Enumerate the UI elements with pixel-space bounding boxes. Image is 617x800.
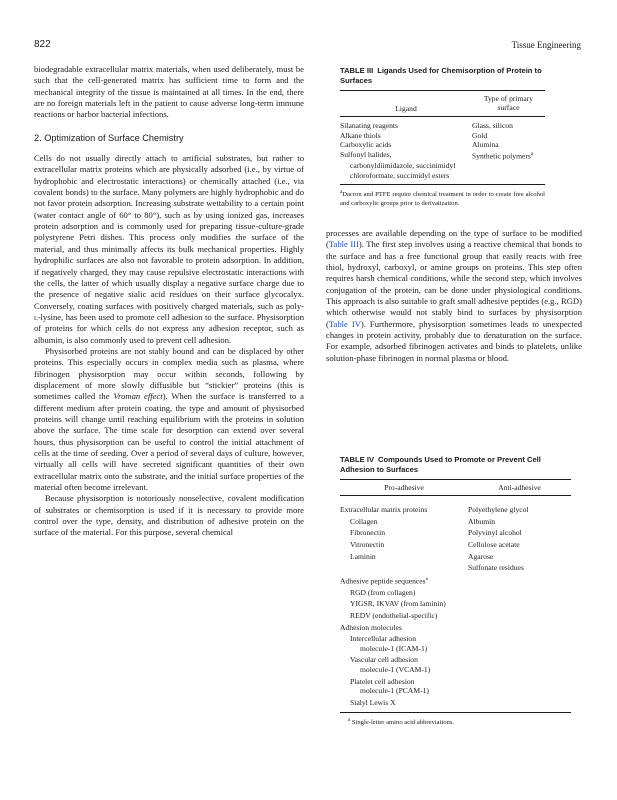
cell: carbonyldiimidazole, succinimidyl: [350, 161, 456, 171]
text-run: Physisorbed proteins are not stably bound and can be displaced by other proteins. This especially occurs in complex media such as plasma, where fibrinogen physisorption may occur within seconds, following by displacement of more slowly diffusible but “stickier” proteins (this is sometimes called the: [34, 345, 304, 402]
text-run: Cells do not usually directly attach to artificial substrates, but rather to extracellular matrix proteins which are physically adsorbed (i.e., by virtue of hydrophobic and electrostatic interactions) or chemically attached (i.e., via covalent bonds) to the surface. Many polymers are highly hydrophobic and do not favor protein adsorption. Increasing substrate wettability to a certain point (water contact angle of 60° to 80°), such as by using ionized gas, increases protein adsorption and is commonly used for preparing tissue-culture-grade polystyrene Petri dishes. This process only modifies the surface of the material, and thus minimally affects its bulk mechanical properties. Highly hydrophilic surfaces are also not favorable to protein adsorption. In addition, if negatively charged, they may cause repulsive electrostatic interactions with the cells, the latter of which usually display a negative surface charge due to the presence of negative sialic acid residues on their surface glycocalyx. Conversely, coating surfaces with positively charged materials, such as poly-: [34, 153, 304, 311]
cell: Glass, silicon: [472, 121, 513, 131]
table-iv: [340, 455, 571, 728]
text-run: processes are available depending on the type of surface to be modified (: [326, 228, 582, 250]
table-footnote: [340, 717, 571, 728]
table-row: [340, 611, 571, 621]
header-pro-adhesive: Pro-adhesive: [384, 482, 424, 492]
cell: Alumina: [472, 140, 499, 150]
table-row: [340, 540, 571, 550]
footnote-text: Single-letter amino acid abbreviations.: [351, 719, 455, 727]
right-column: [326, 228, 582, 364]
footnote-marker: a: [348, 718, 351, 724]
cell: Alkane thiols: [340, 130, 381, 140]
table-header-row: [340, 91, 545, 117]
footnote-marker: a: [340, 190, 343, 196]
table-row: [340, 599, 571, 609]
header-ligand: Ligand: [395, 103, 417, 113]
table-row-continuation: [340, 686, 571, 696]
footnote-marker: a: [425, 576, 428, 582]
table-label: TABLE III: [340, 66, 374, 75]
header-surface: Type of primary surface: [483, 93, 534, 113]
table-row-continuation: [340, 171, 545, 181]
cell: molecule-1 (ICAM-1): [360, 643, 428, 653]
cell: Albumin: [468, 516, 496, 526]
text-run: ). When the surface is transferred to a different medium after protein coating, the type and amount of physisorbed proteins will change until reaching equilibrium with the proteins in solution above the surface. The time scale for desorption can extend over several hours, thus physisorption can be useful to control the initial attachment of cells at the time of seeding. Over a period of several days of culture, however, virtually all cells will have secreted significant quantities of their own extracellular matrix onto the substrate, and the initial surface properties of the material often become irrelevant.: [34, 391, 304, 493]
text-run: ). The first step involves using a reactive chemical that bonds to the surface and has a free functional group that easily reacts with free thiol, hydroxyl, carboxyl, or amine groups on proteins. This step often requires harsh chemical conditions, while the second step, which involves conjugation of the protein, can be done under physiological conditions. This approach is also suitable to graft small adhesive peptides (e.g., RGD) which otherwise would not stably bind to surfaces by physisorption (: [326, 239, 582, 329]
table-row-continuation: [340, 644, 571, 654]
paragraph: [34, 346, 304, 493]
cell: Vascular cell adhesion: [350, 655, 418, 665]
cell: YIGSR, IKVAV (from laminin): [350, 599, 446, 609]
section-heading: 2. Optimization of Surface Chemistry: [34, 132, 184, 143]
page-number: 822: [34, 39, 51, 50]
running-title: Tissue Engineering: [511, 40, 581, 50]
cell: Extracellular matrix proteins: [340, 505, 428, 515]
table-row: [340, 575, 571, 586]
cell: Platelet cell adhesion: [350, 676, 415, 686]
cell-text: Synthetic polymers: [472, 151, 531, 161]
table-row: [340, 634, 571, 644]
cell: [340, 563, 468, 573]
small-caps-letter: l: [34, 311, 38, 322]
table-row: [340, 563, 571, 573]
cell: Collagen: [350, 516, 378, 526]
paragraph: [34, 153, 304, 346]
table-bottom-rule: [340, 184, 545, 185]
table-row: [340, 150, 545, 161]
footnote-marker: a: [530, 151, 534, 157]
table-iii-link[interactable]: Table III: [328, 239, 359, 250]
cell-text: Adhesive peptide sequences: [340, 576, 426, 586]
table-iv-link[interactable]: Table IV: [328, 318, 361, 329]
table-title: Ligands Used for Chemisorption of Protein to Surfaces: [340, 66, 542, 85]
left-column: [34, 64, 304, 539]
table-bottom-rule: [340, 712, 571, 713]
footnote-text: Dacron and PTFE require chemical treatment in order to create free alcohol and carboxylic groups prior to derivatization.: [340, 191, 545, 208]
table-iii: [340, 66, 545, 209]
table-row: [340, 131, 545, 141]
cell: Cellulose acetate: [468, 539, 520, 549]
cell: Vitronectin: [350, 539, 385, 549]
table-row: [340, 677, 571, 687]
paragraph: [326, 228, 582, 364]
cell: RGD (from collagen): [350, 587, 416, 597]
cell: Polyethylene glycol: [468, 505, 529, 515]
table-row: [340, 505, 571, 515]
cell: [340, 575, 540, 586]
paragraph: biodegradable extracellular matrix materials, when used deliberately, must be such that the cell-generated matrix has sufficient time to form and the mechanical integrity of the tissue is maintained at all times. In the end, there are no foreign materials left in the patient to cause adverse long-term immune reactions or harbor bacterial infections.: [34, 64, 304, 120]
table-title: Compounds Used to Promote or Prevent Cell Adhesion to Surfaces: [340, 455, 541, 474]
cell: Carboxylic acids: [340, 140, 392, 150]
table-row: [340, 588, 571, 598]
table-row-continuation: [340, 665, 571, 675]
table-row: [340, 623, 571, 633]
cell: REDV (endothelial-specific): [350, 611, 438, 621]
cell: molecule-1 (VCAM-1): [360, 665, 431, 675]
cell: Adhesion molecules: [340, 622, 402, 632]
table-row: [340, 698, 571, 708]
cell: Laminin: [350, 551, 376, 561]
cell: Silanating reagents: [340, 121, 398, 131]
table-caption: [340, 455, 571, 475]
table-row: [340, 655, 571, 665]
table-row: [340, 517, 571, 527]
italic-term: Vroman effect: [113, 391, 163, 402]
table-row: [340, 552, 571, 562]
cell: Agarose: [468, 551, 494, 561]
cell: chloroformate, succimidyl esters: [350, 170, 450, 180]
text-run: -lysine, has been used to promote cell adhesion to the surface. Physisorption of proteins for which cells do not express any adhesion receptor, such as albumin, is also commonly used to prevent cell adhesion.: [34, 311, 304, 345]
cell: molecule-1 (PCAM-1): [360, 686, 429, 696]
table-label: TABLE IV: [340, 455, 375, 464]
cell: Gold: [472, 130, 488, 140]
table-header-row: [340, 480, 571, 496]
cell: Sialyl Lewis X: [350, 697, 396, 707]
table-row: [340, 528, 571, 538]
cell: Polyvinyl alcohol: [468, 528, 522, 538]
table-row-continuation: [340, 161, 545, 171]
paragraph: Because physisorption is notoriously nonselective, covalent modification of substrates or chemisorption is used if it is necessary to provide more control over the type, density, and distribution of adhesive protein on the surface of the material. For this purpose, several chemical: [34, 493, 304, 538]
text-run: ). Furthermore, physisorption sometimes leads to unexpected changes in protein activity, probably due to denaturation on the surface. For example, adsorbed fibrinogen activates and binds to platelets, unlike solution-phase fibrinogen in normal plasma or blood.: [326, 318, 582, 363]
table-footnote: [340, 189, 545, 208]
cell: Sulfonyl halides,: [340, 149, 392, 159]
cell: [472, 150, 545, 161]
header-anti-adhesive: Anti-adhesive: [498, 482, 541, 492]
table-row: [340, 140, 545, 150]
cell: Intercellular adhesion: [350, 634, 416, 644]
cell: Fibronectin: [350, 528, 386, 538]
table-row: [340, 121, 545, 131]
cell: Sulfonate residues: [468, 563, 524, 573]
table-caption: [340, 66, 545, 86]
